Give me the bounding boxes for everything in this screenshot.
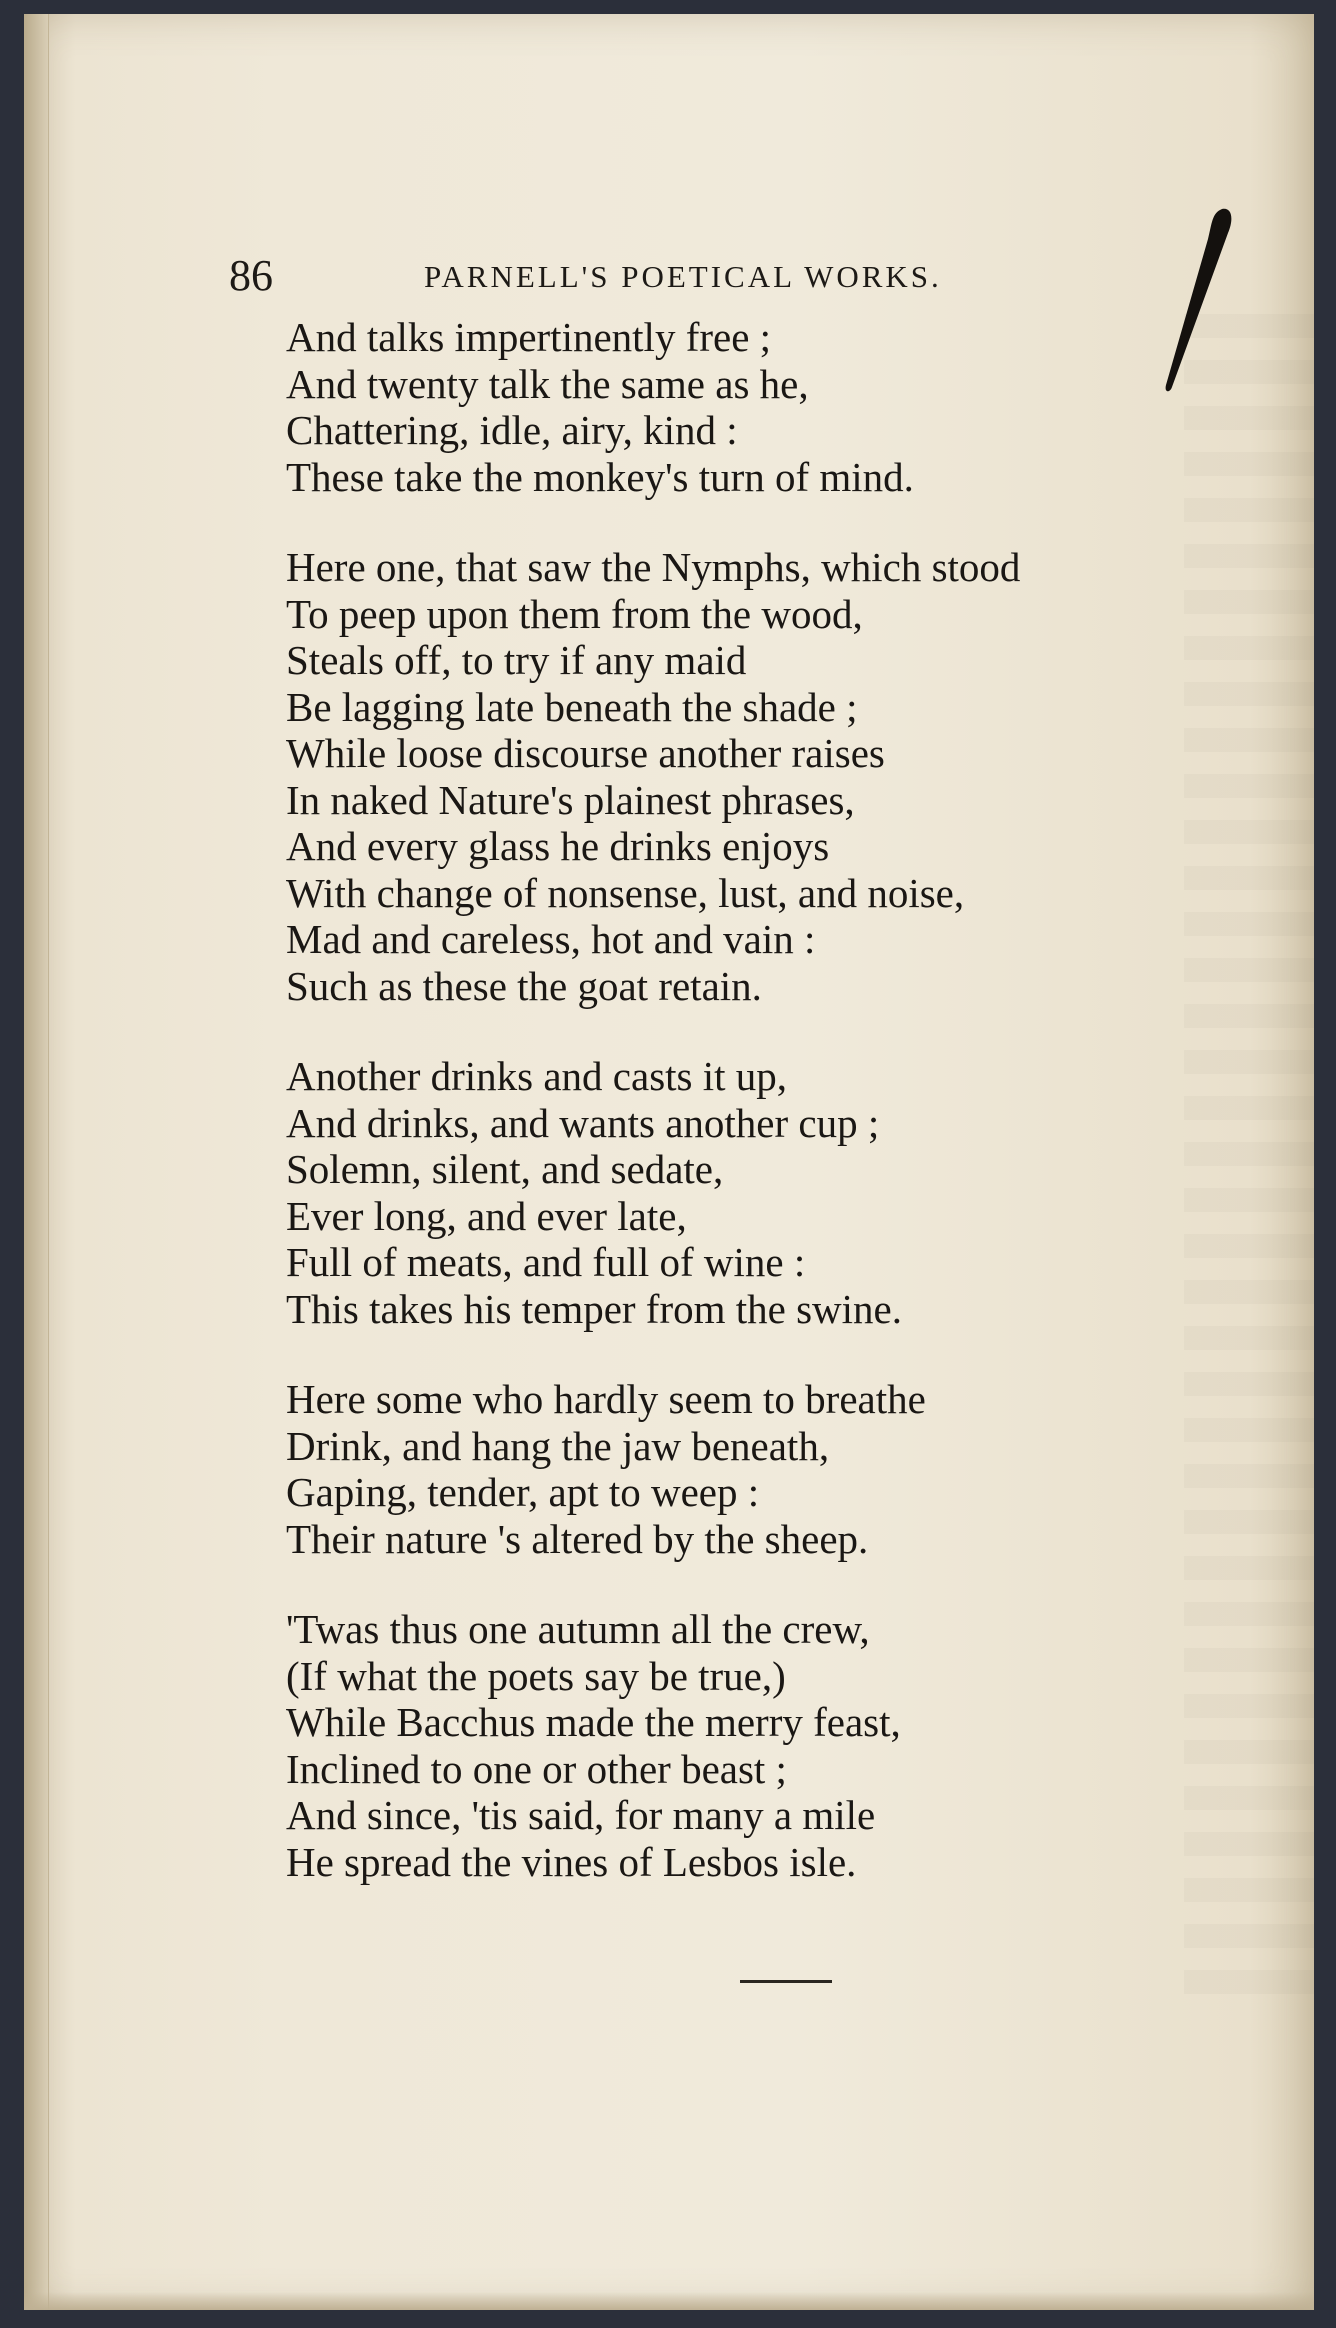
poem-line: He spread the vines of Lesbos isle.: [286, 1838, 857, 1885]
poem-line: Inclined to one or other beast ;: [286, 1745, 787, 1792]
poem-line: And since, 'tis said, for many a mile: [286, 1792, 876, 1838]
poem-line: And every glass he drinks enjoys: [286, 823, 830, 869]
poem-line: Such as these the goat retain.: [286, 962, 762, 1009]
poem-line: While loose discourse another raises: [286, 730, 885, 776]
poem-line: And talks impertinently free ;: [286, 314, 772, 360]
poem-line: Mad and careless, hot and vain :: [286, 916, 816, 962]
page-bottom-edge: [24, 2292, 1314, 2310]
page-edge: [24, 14, 49, 2310]
poem-line: Be lagging late beneath the shade ;: [286, 683, 858, 730]
poem-line: 'Twas thus one autumn all the crew,: [286, 1606, 870, 1652]
poem-line: In naked Nature's plainest phrases,: [286, 776, 855, 823]
book-page: [24, 14, 1314, 2310]
poem-line: And twenty talk the same as he,: [286, 360, 809, 407]
running-title: PARNELL'S POETICAL WORKS.: [424, 259, 942, 294]
poem-line: Here one, that saw the Nymphs, which stood: [286, 544, 1021, 590]
section-divider-rule: [740, 1980, 832, 1983]
stanza: [286, 1376, 1246, 1562]
poem-line: Chattering, idle, airy, kind :: [286, 407, 738, 453]
poem-line: Solemn, silent, and sedate,: [286, 1146, 724, 1192]
poem-line: While Bacchus made the merry feast,: [286, 1699, 901, 1745]
stanza: [286, 1053, 1246, 1332]
poem-line: Steals off, to try if any maid: [286, 637, 747, 683]
poem-line: And drinks, and wants another cup ;: [286, 1099, 880, 1146]
stanza: [286, 544, 1246, 1009]
page-number: 86: [229, 251, 273, 300]
poem-line: Their nature 's altered by the sheep.: [286, 1515, 869, 1562]
poem-line: Gaping, tender, apt to weep :: [286, 1469, 760, 1515]
poem-line: (If what the poets say be true,): [286, 1652, 786, 1699]
page-header: [229, 250, 1089, 310]
poem-line: These take the monkey's turn of mind.: [286, 453, 914, 500]
poem-line: With change of nonsense, lust, and noise,: [286, 869, 965, 916]
poem-line: Another drinks and casts it up,: [286, 1053, 788, 1099]
stanza: [286, 1606, 1246, 1885]
poem-line: To peep upon them from the wood,: [286, 590, 863, 637]
stanza: [286, 314, 1246, 500]
poem-line: Full of meats, and full of wine :: [286, 1239, 806, 1285]
poem-line: This takes his temper from the swine.: [286, 1285, 903, 1332]
poem-line: Drink, and hang the jaw beneath,: [286, 1422, 830, 1469]
poem-line: Ever long, and ever late,: [286, 1192, 687, 1239]
poem-body: [286, 314, 1246, 1929]
poem-line: Here some who hardly seem to breathe: [286, 1376, 926, 1422]
